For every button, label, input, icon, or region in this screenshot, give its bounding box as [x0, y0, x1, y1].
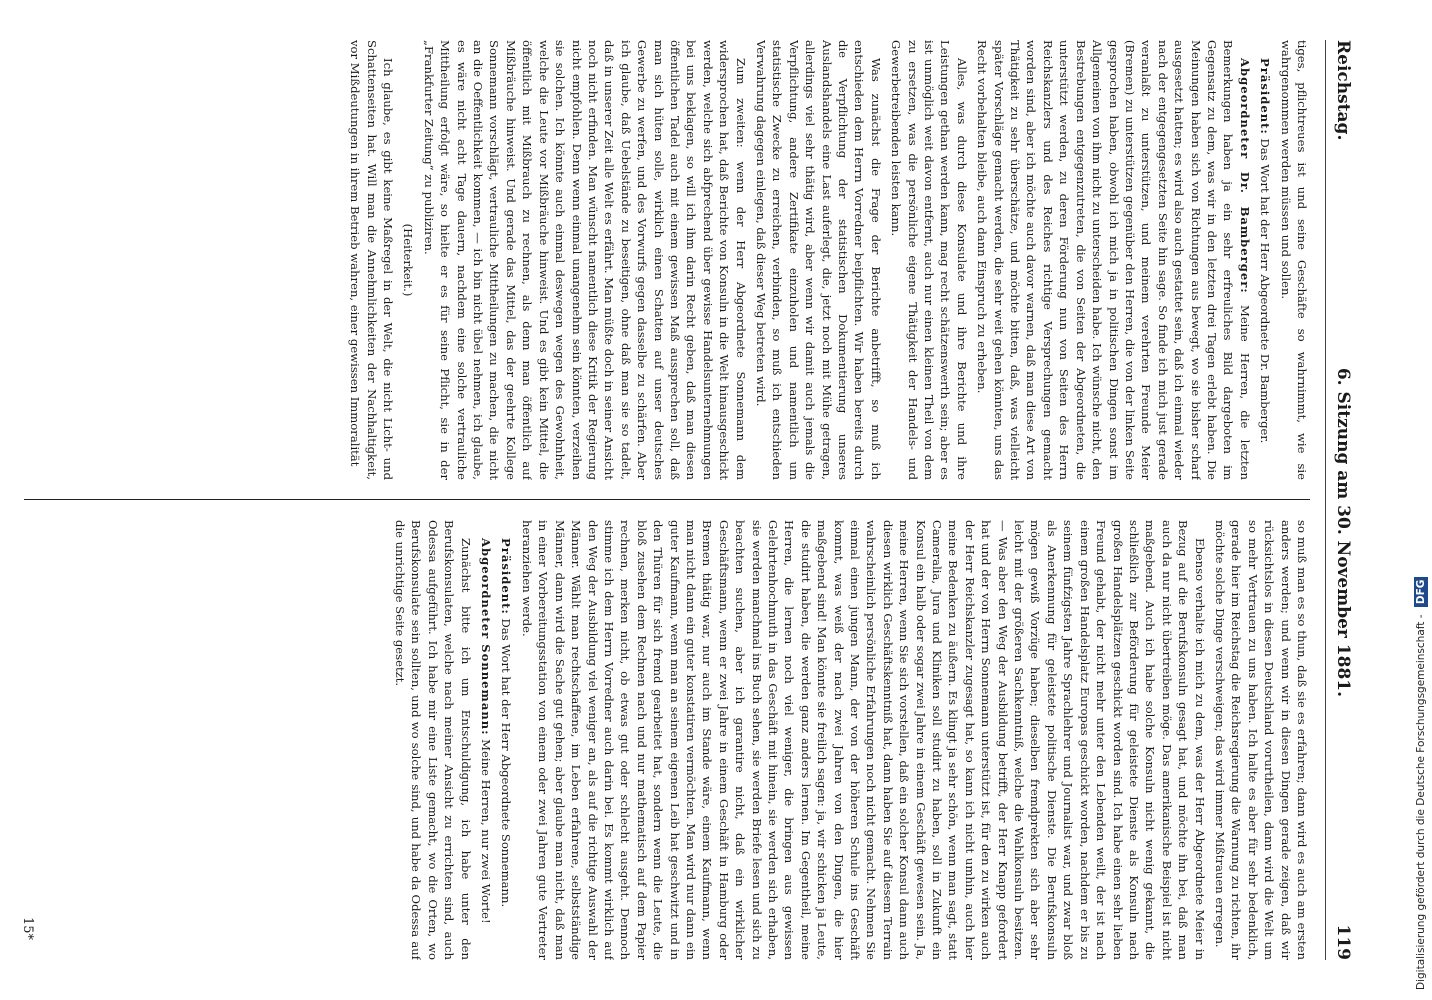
- speaker-paragraph: [974, 40, 1253, 480]
- dfg-logo: DFG: [1414, 577, 1428, 608]
- speaker-name: Präsident:: [499, 538, 514, 615]
- speaker-paragraph: [1257, 40, 1273, 480]
- page-header: [1325, 40, 1360, 960]
- paragraph: Ebenso verhalte ich mich zu dem, was der Herr Abgeordnete Meier in Bezug auf die Berufskonsuln gesagt hat, und möchte ihn bei, daß man auch da nur nicht übertreiben möge. Das amerikanische Beispiel ist nicht maßgebend. Auch ich habe solche Konsuln nicht wenig gekannt, die schließlich zur Beförderung für geleistete Dienste als Konsuln nach großen Handelsplätzen geschickt worden sind. Ich habe einen sehr lieben Freund gehabt, der nicht mehr unter den Lebenden weilt, der ist nach einem großen Handelsplatz Europas geschickt worden, nachdem er bis zu seinem fünfzigsten Jahre Sprachlehrer und Journalist war, und zwar bloß als Anerkennung für geleistete politische Dienste. Die Berufskonsuln mögen gewiß Vorzüge haben; dieselben fremdprekten sich aber sehr leicht mit der größeren Sachkenntniß, welche die Wahlkonsuln besitzen. — Was aber den Weg der Ausbildung betrifft, der Herr Knapp gefordert hat und der von Herrn Sonnemann unterstützt ist, für den zu wirken auch der Herr Reichskanzler zugesagt hat, so kann ich nicht umhin, auch hier meine Bedenken zu äußern. Es klingt ja sehr schön, wenn man sagt, statt Cameralia, Jura und Kliniken soll studirt zu haben, soll in Zukunft ein Konsul ein halb oder sogar zwei Jahre in einem Geschäft gewesen sein. Ja, meine Herren, wenn Sie sich vorstellen, daß ein solcher Konsul dann auch diesen wirklich Geschäftskenntniß hat, dann haben Sie auf diesem Terrain wahrscheinlich persönliche Erfahrungen noch nicht gemacht. Nehmen Sie einmal einen jungen Mann, der von der höheren Schule ins Geschäft kommt, was weiß der nach zwei Jahren von den Dingen, die hier maßgebend sind! Man könnte sie freilich sagen: ja, wir schicken ja Leute, die studirt haben, die werden ganz anders lernen. Im Gegentheil, meine Herren, die lernen noch viel weniger, die bringen aus gewissen Gelehrtenhochmuth in das Geschäft mit hinein, sie werden sich erhaben, sie werden manchmal ins Buch sehen, sie werden Briefe lesen und sich zu beachten suchen, aber ich garantire nicht, daß ein wirklicher Geschäftsmann, wenn er zwei Jahre in einem Geschäft in Hamburg oder Bremen thätig war, nur auch im Stande wäre, einem Kaufmann, wenn man nicht dann ein guter konstatiren vermöchten. Man wird nur dann ein guter Kaufmann, wenn man an seinem eigenen Leib hat geschwitzt und in den Thüren für sich fremd gearbeitet hat, sondern wenn die Leute, die bloß zusehen dem Rechnen nach und nur mathematisch auf dem Papier rechnen, merken nicht, ob etwas gut oder schlecht ausgeht. Dennoch stimme ich dem Herrn Vorredner auch darin bei. Es kommt wirklich auf den Weg der Ausbildung viel weniger an, als auf die richtige Auswahl der Männer. Wählt man rechtschaffene, im Leben erfahrene, selbstständige Männer, dann wird die Sache gut gehen; aber glaube man nicht, daß man in einer Vorbereitungsstation von einem oder zwei Jahren gute Vertreter heranziehen werde.: [519, 520, 1207, 960]
- speaker-name: Präsident:: [1258, 58, 1273, 135]
- speaker-paragraph: [498, 520, 514, 960]
- speech-text: Das Wort hat der Herr Abgeordnete Dr. Bamberger.: [1258, 138, 1273, 444]
- right-text-column: [24, 520, 1310, 960]
- left-text-column: [24, 40, 1310, 480]
- paragraph: Alles, was durch diese Konsulate und ihre Berichte und ihre Leistungen gethan werden kann, mag recht schätzenswerth sein; aber es ist unmöglich weit davon entfernt, auch nur einen kleinen Theil von dem zu ersetzen, was die persönliche eigene Thätigkeit der Handels- und Gewerbetreibenden leisten kann.: [889, 40, 969, 480]
- paragraph: Zunächst bitte ich um Entschuldigung, ich habe unter den Berufskonsulaten, welche nach meiner Ansicht zu errichten sind, auch Odessa aufgeführt. Ich habe mir eine Liste gemacht, wo die Orten, wo Berufskonsulate sein sollten, und wo solche sind, und habe da Odessa auf die unrichtige Seite gesetzt.: [393, 520, 473, 960]
- speech-text: Meine Herren, nur zwei Worte!: [479, 739, 494, 924]
- speech-text: Meine Herren, die letzten Bemerkungen haben ja ein sehr erfreuliches Bild dargeboten im Gegensatz zu dem, was wir in den letzten drei Tagen erlebt haben. Die Meinungen haben sich von Richtungen aus bewegt, wo sie bisher scharf ausgesetzt hatten; es wird also auch gestattet sein, daß ich einmal wieder nach der entgegengesetzten Seite hin sage. So finde ich mich just gerade veranlaßt zu unterstützen, und meinem verehrten Freunde Meier (Bremen) zu unterstützen gegenüber den Herren, die von der linken Seite gesprochen haben, obwohl ich mich ja in politischen Dingen sonst im Allgemeinen von ihm nicht zu unterscheiden habe. Ich wünsche nicht, den Bestrebungen entgegenzutreten, die von Seiten der Abgeordneten, die unterstützt werden, zu deren Förderung nun von Seiten des Herrn Reichskanzlers und des Reiches richtige Versprechungen gemacht worden sind, aber ich möchte auch davor warnen, daß man diese Art von Thätigkeit zu sehr überschätze, und möchte bitten, daß, was vielleicht später Vorschläge gemacht werden, die sehr weit gehen könnten, uns das Recht vorbehalten bleibe, auch dann Einspruch zu erheben.: [975, 40, 1252, 480]
- paragraph: Zum zweiten: wenn der Herr Abgeordnete Sonnemann dem widersprochen hat, daß Berichte von Konsuln in die Welt hinausgeschickt werden, welche sich abfprechend über gewisse Handelsunternehmungen bei uns beklagen, so will ich ihm darin Recht geben, daß man diesen öffentlichen Tadel auch mit einem gewissen Maß aussprechen soll, daß man sich hüten solle, wirklich einen Schatten auf unser deutsches Gewerbe zu werfen, und des Vorwurfs gegen dasselbe zu schärfen. Aber ich glaube, daß Uebelstände zu beseitigen, ohne daß man sie so tadelt, daß in unserer Zeit alle Welt es erfährt. Man müßte doch in seiner Ansicht noch nicht erfinden. Man wünscht namentlich diese Kritik der Regierung nicht empfohlen. Denn wenn einmal unangenehm sein könnten, verzeihen sie solchen. Ich könnte auch einmal deswegen wegen des Gewohnheit, welche die Leute vor Mißbräuche hinweist. Und es gibt kein Mittel, die öffentlich mit Mißbrauch zu rechnen, als denn man öffentlich auf Mißbräuche hinweist. Und gerade das Mittel, das der geehrte Kollege Sonnemann vorschlägt, vertrauliche Mittheilungen zu machen, die nicht an die Oeffentlichkeit kommen, — ich bin nicht übel nehmen, ich glaube, es wäre nicht acht Tage dauern, nachdem eine solche vertrauliche Mittheilung erfolgt wäre, so hielte er es für seine Pflicht, sie in der „Frankfurter Zeitung“ zu publiziren.: [421, 40, 748, 480]
- paragraph: so muß man es so thun, daß sie es erfahren; dann wird es auch am ersten anders werden; und wenn wir in diesen Dingen gerade zeigen, daß wir rücksichtslos in diesen Deutschland vorurtheilen, dann wird die Welt um so mehr Vertrauen zu uns haben. Ich halte es aber für sehr bedenklich, gerade hier im Reichstag die Reichsregierung die Warnung zu richten, ihr möchte solche Dinge verschweigen; das wird immer Mißtrauen erregen.: [1212, 520, 1309, 960]
- page-number: 119: [1333, 924, 1353, 960]
- header-title: 6. Sitzung am 30. November 1881.: [1333, 367, 1353, 698]
- paragraph: Ich glaube, es gibt keine Maßregel in der Welt, die nicht Licht- und Schattenseiten hat. Will man die Annehmlichkeiten der Nachhaltigkeit, vor Mißdeutungen in ihrem Betrieb wahren, einer gewissen Immoralität: [348, 40, 396, 480]
- paragraph: Was zunächst die Frage der Berichte anbetrifft, so muß ich entschieden dem Herrn Vorredner beipflichten. Wir haben bereits durch die Verpflichtung der statistischen Dokumentierung unseres Auslandshandels eine Last auferlegt, die, jetzt noch mit Mühe getragen, allerdings viel sehr thätig wird, aber wenn wir damit auch jemals die Verpflichtung, andere Zertifikate einzuholen und namentlich um statistische Zwecke zu erreichen, verbinden, so muß ich entschieden Verwahrung dagegen einlegen, daß dieser Weg betreten wird.: [754, 40, 883, 480]
- dfg-side-label: [1410, 0, 1432, 1000]
- speaker-paragraph: [478, 520, 494, 960]
- speaker-name: Abgeordneter Sonnemann:: [479, 538, 494, 736]
- signature-mark: 15*: [20, 916, 35, 940]
- speaker-name: Abgeordneter Dr. Bamberger:: [1237, 58, 1252, 294]
- dfg-funding-text: Digitalisierung gefördert durch die Deutsche Forschungsgemeinschaft -: [1415, 614, 1427, 990]
- column-divider: [24, 499, 1310, 500]
- paragraph: tiges, pflichtreues ist und seine Geschäfte so wahrnimmt, wie sie wahrgenommen werden müssen und sollen.: [1278, 40, 1309, 480]
- header-left: Reichstag.: [1333, 40, 1353, 141]
- interjection: (Heiterkeit.): [401, 223, 416, 297]
- speech-text: Das Wort hat der Herr Abgeordnete Sonnemann.: [499, 618, 514, 908]
